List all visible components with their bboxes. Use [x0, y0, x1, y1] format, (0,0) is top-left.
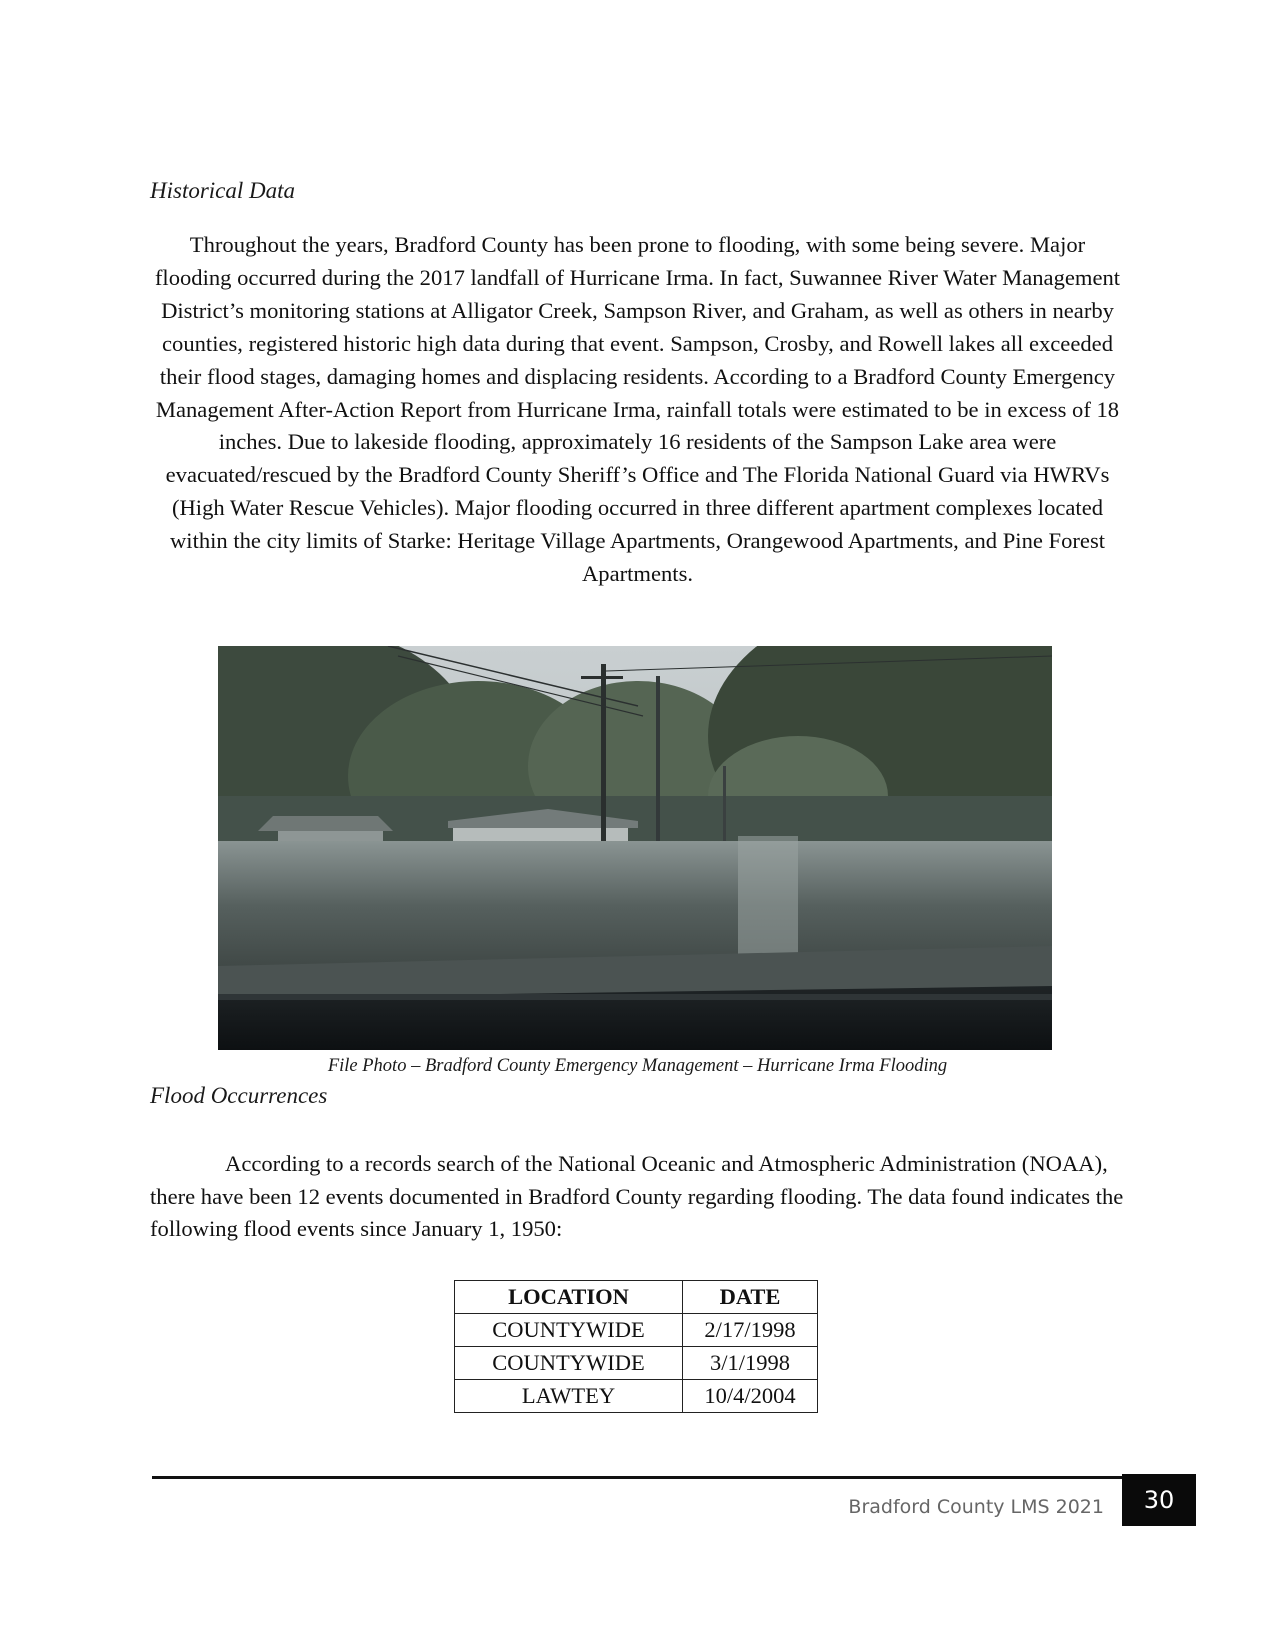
location-cell: COUNTYWIDE: [455, 1314, 683, 1347]
photo-caption: File Photo – Bradford County Emergency Management – Hurricane Irma Flooding: [327, 1056, 948, 1076]
location-column-header: LOCATION: [455, 1281, 683, 1314]
date-cell: 3/1/1998: [683, 1347, 818, 1380]
historical-data-paragraph: Throughout the years, Bradford County has been prone to flooding, with some being severe. Major flooding occurred during the 2017 landfall of Hurricane Irma. In fact, Suwannee River Water Management District’s monitoring stations at Alligator Creek, Sampson River, and Graham, as well as others in nearby counties, registered historic high data during that event. Sampson, Crosby, and Rowell lakes all exceeded their flood stages, damaging homes and displacing residents. According to a Bradford County Emergency Management After-Action Report from Hurricane Irma, rainfall totals were estimated to be in excess of 18 inches. Due to lakeside flooding, approximately 16 residents of the Sampson Lake area were evacuated/rescued by the Bradford County Sheriff’s Office and The Florida National Guard via HWRVs (High Water Rescue Vehicles). Major flooding occurred in three different apartment complexes located within the city limits of Starke: Heritage Village Apartments, Orangewood Apartments, and Pine Forest Apartments.: [154, 232, 1121, 587]
flood-events-table: [454, 1280, 818, 1413]
footer-divider: [152, 1476, 1152, 1479]
location-cell: LAWTEY: [455, 1380, 683, 1413]
historical-data-heading: Historical Data: [150, 178, 296, 203]
date-cell: 2/17/1998: [683, 1314, 818, 1347]
date-cell: 10/4/2004: [683, 1380, 818, 1413]
hurricane-irma-flooding-photo: [218, 646, 1052, 1050]
table-row: [455, 1380, 818, 1413]
date-column-header: DATE: [683, 1281, 818, 1314]
page-number: 30: [1122, 1474, 1196, 1526]
flood-occurrences-heading: Flood Occurrences: [150, 1083, 328, 1108]
table-row: [455, 1314, 818, 1347]
footer-title: Bradford County LMS 2021: [848, 1496, 1104, 1518]
table-header-row: [455, 1281, 818, 1314]
flood-occurrences-paragraph: According to a records search of the National Oceanic and Atmospheric Administration (NOAA), there have been 12 events documented in Bradford County regarding flooding. The data found indicates the following flood events since January 1, 1950:: [150, 1151, 1124, 1241]
table-row: [455, 1347, 818, 1380]
flood-photo-illustration: [218, 646, 1052, 1050]
location-cell: COUNTYWIDE: [455, 1347, 683, 1380]
